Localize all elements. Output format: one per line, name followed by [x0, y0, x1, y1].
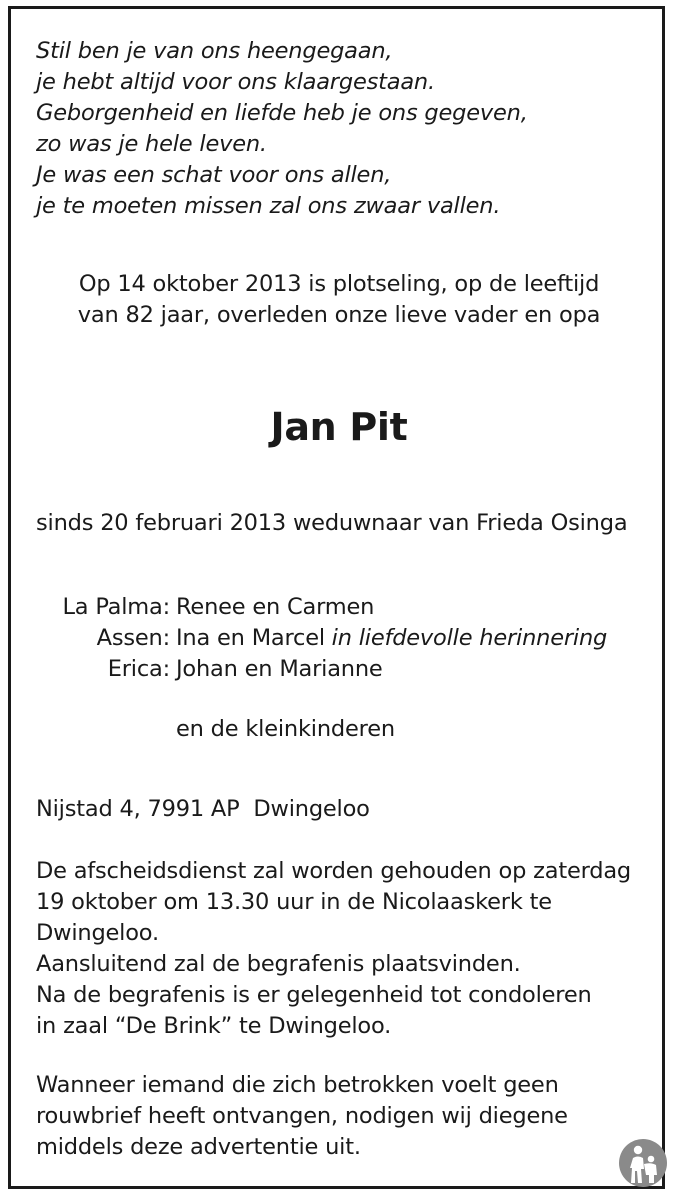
death-announcement: [8, 269, 670, 331]
family-place: Erica:: [107, 656, 170, 682]
family-list: [36, 592, 656, 685]
service-line: Aansluitend zal de begrafenis plaatsvinden.: [36, 951, 521, 977]
family-row: [36, 654, 656, 685]
service-line: De afscheidsdienst zal worden gehouden op zaterdag: [36, 858, 631, 884]
address: Nijstad 4, 7991 AP Dwingeloo: [36, 796, 370, 822]
service-line: Dwingeloo.: [36, 920, 159, 946]
memorial-logo-icon: [618, 1138, 668, 1188]
grandchildren-line: en de kleinkinderen: [176, 716, 395, 742]
poem: [36, 36, 528, 222]
announcement-line: van 82 jaar, overleden onze lieve vader en opa: [77, 302, 601, 328]
announcement-line: Op 14 oktober 2013 is plotseling, op de leeftijd: [78, 271, 600, 297]
family-names: Renee en Carmen: [176, 594, 375, 620]
service-line: Na de begrafenis is er gelegenheid tot condoleren: [36, 982, 592, 1008]
family-note: in liefdevolle herinnering: [331, 625, 608, 651]
poem-line: Stil ben je van ons heengegaan,: [36, 38, 393, 64]
family-names: Johan en Marianne: [176, 656, 383, 682]
invitation-line: middels deze advertentie uit.: [36, 1134, 361, 1160]
invitation: [36, 1070, 568, 1163]
deceased-name: Jan Pit: [270, 405, 408, 449]
poem-line: Geborgenheid en liefde heb je ons gegeven,: [36, 100, 528, 126]
invitation-line: Wanneer iemand die zich betrokken voelt geen: [36, 1072, 559, 1098]
service-line: in zaal “De Brink” te Dwingeloo.: [36, 1013, 392, 1039]
family-place: La Palma:: [62, 594, 170, 620]
poem-line: je te moeten missen zal ons zwaar vallen.: [36, 193, 501, 219]
poem-line: Je was een schat voor ons allen,: [36, 162, 392, 188]
poem-line: je hebt altijd voor ons klaargestaan.: [36, 69, 435, 95]
poem-line: zo was je hele leven.: [36, 131, 267, 157]
widow-line: sinds 20 februari 2013 weduwnaar van Frieda Osinga: [36, 510, 628, 536]
invitation-line: rouwbrief heeft ontvangen, nodigen wij diegene: [36, 1103, 568, 1129]
family-place: Assen:: [96, 625, 170, 651]
service-line: 19 oktober om 13.30 uur in de Nicolaaskerk te: [36, 889, 552, 915]
family-names: Ina en Marcel: [176, 625, 325, 651]
family-row: [36, 623, 656, 654]
family-row: [36, 592, 656, 623]
service-details: [36, 856, 631, 1042]
